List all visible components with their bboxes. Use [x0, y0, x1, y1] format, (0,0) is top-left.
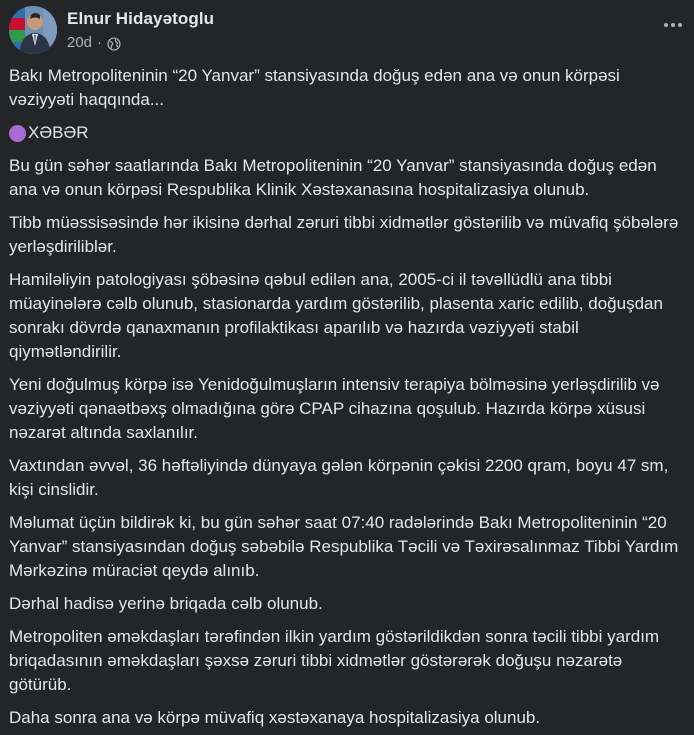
paragraph: Daha sonra ana və körpə müvafiq xəstəxanaya hospitalizasiya olunub. [9, 708, 541, 727]
news-tag [9, 121, 685, 145]
paragraph-title: Bakı Metropoliteninin “20 Yanvar” stansiyasında doğuş edən ana və onun körpəsi vəziyyəti haqqında... [9, 66, 620, 109]
globe-icon[interactable] [107, 37, 121, 51]
avatar-image [9, 6, 57, 54]
paragraph: Hamiləliyin patologiyası şöbəsinə qəbul edilən ana, 2005-ci il təvəllüdlü ana tibbi müayinələrə cəlb olunub, stasionarda yardım göstərilib, plasenta xaric edilib, doğuşdan sonrakı dövrdə qanaxmanın profilaktikası aparılıb və hazırda vəziyyəti stabil qiymətləndirilir. [9, 270, 663, 361]
paragraph: Məlumat üçün bildirək ki, bu gün səhər saat 07:40 radələrində Bakı Metropoliteninin “20 Yanvar” stansiyasından doğuş səbəbilə Respublika Təcili və Təxirəsalınmaz Tibbi Yardım Mərkəzinə müraciət qeydə alınıb. [9, 513, 679, 580]
more-options-icon[interactable] [658, 10, 688, 40]
paragraph: Bu gün səhər saatlarında Bakı Metropoliteninin “20 Yanvar” stansiyasında doğuş edən ana və onun körpəsi Respublika Klinik Xəstəxanasına hospitalizasiya olunub. [9, 156, 657, 199]
post-meta [67, 9, 214, 52]
paragraph: Metropoliten əməkdaşları tərəfindən ilkin yardım göstərildikdən sonra təcili tibbi yardım briqadasının əməkdaşları şəxsə zəruri tibbi xidmətlər göstərərək doğuşu nəzarətə götürüb. [9, 627, 660, 694]
paragraph: Vaxtından əvvəl, 36 həftəliyində dünyaya gələn körpənin çəkisi 2200 qram, boyu 47 sm, kişi cinslidir. [9, 456, 669, 499]
post-subline [67, 34, 214, 52]
separator-dot: · [97, 34, 103, 51]
post-header [9, 6, 685, 54]
paragraph: Yeni doğulmuş körpə isə Yenidoğulmuşların intensiv terapiya bölməsinə yerləşdirilib və vəziyyəti qənaətbəxş olmadığına görə CPAP cihazına qoşulub. Hazırda körpə xüsusi nəzarət altında saxlanılır. [9, 375, 660, 442]
paragraph: Dərhal hadisə yerinə briqada cəlb olunub. [9, 594, 323, 613]
post-timestamp[interactable]: 20d [67, 34, 93, 51]
post-text [9, 64, 685, 735]
author-name[interactable]: Elnur Hidayətoglu [67, 9, 215, 28]
author-avatar[interactable] [9, 6, 57, 54]
news-tag-label: XƏBƏR [28, 123, 89, 142]
paragraph: Tibb müəssisəsində hər ikisinə dərhal zəruri tibbi xidmətlər göstərilib və müvafiq şöbələrə yerləşdiriliblər. [9, 213, 679, 256]
purple-circle-icon [9, 125, 26, 142]
